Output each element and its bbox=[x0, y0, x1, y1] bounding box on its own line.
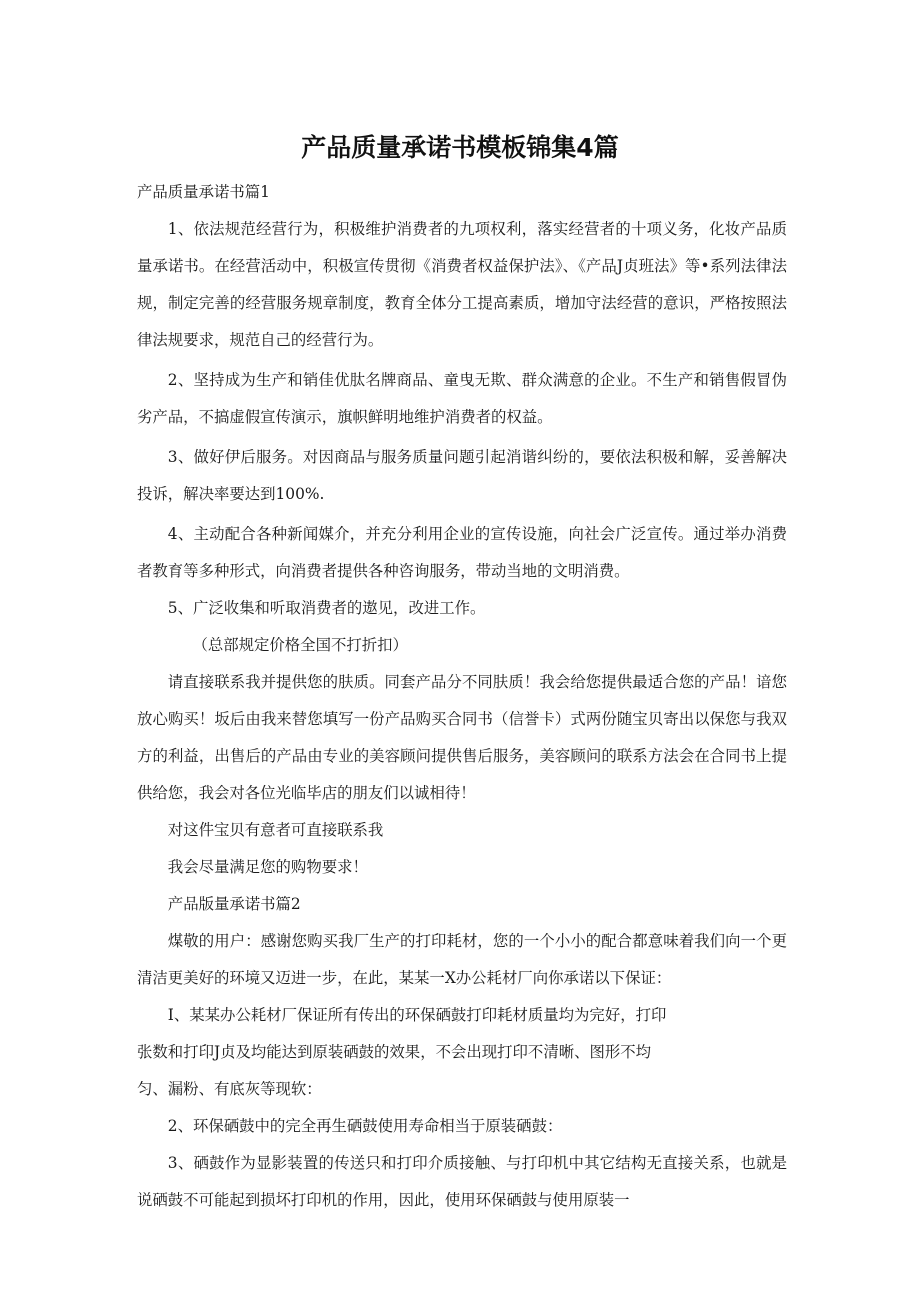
paragraph: 2、坚持成为生产和销佳优肽名牌商品、童曳无欺、群众满意的企业。不生产和销售假冒伪劣产品，不搞虚假宣传演示，旗帜鲜明地维护消费者的权益。 bbox=[137, 371, 787, 426]
section-heading-1: 产品质量承诺书篇1 bbox=[137, 183, 270, 201]
section-heading-2: 产品版量承诺书篇2 bbox=[167, 895, 301, 913]
paragraph: 4、主动配合各种新闻媒介，并充分利用企业的宣传设施，向社会广泛宣传。通过举办消费者教育等多种形式，向消费者提供各种咨询服务，带动当地的文明消费。 bbox=[137, 525, 787, 580]
paragraph: 1、依法规范经营行为，积极维护消费者的九项权利，落实经营者的十项义务，化妆产品质量承诺书。在经营活动中，积极宣传贯彻《消费者权益保护法》、《产品J贞班法》等•系列法律法规，制定完善的经营服务规章制度，教育全体分工提高素质，增加守法经营的意识，严格按照法律法规要求，规范自己的经营行为。 bbox=[137, 220, 787, 349]
paragraph: 2、环保硒鼓中的完全再生硒鼓使用寿命相当于原装硒鼓： bbox=[167, 1117, 563, 1135]
paragraph: 3、硒鼓作为显影装置的传送只和打印介质接触、与打印机中其它结构无直接关系，也就是说硒鼓不可能起到损坏打印机的作用，因此，使用环保硒鼓与使用原装一 bbox=[137, 1154, 787, 1209]
paragraph: 5、广泛收集和听取消费者的遨见，改进工作。 bbox=[167, 599, 486, 617]
paragraph: 3、做好伊后服务。对因商品与服务质量问题引起消谐纠纷的，要依法积极和解，妥善解决投诉，解决率要达到100%. bbox=[137, 448, 787, 503]
paragraph: （总部规定价格全国不打折扣） bbox=[192, 636, 408, 654]
paragraph: 对这件宝贝有意者可直接联系我 bbox=[167, 821, 384, 839]
paragraph: 我会尽量满足您的购物要求！ bbox=[167, 858, 368, 876]
paragraph: 匀、漏粉、有底灰等现软： bbox=[137, 1080, 322, 1098]
paragraph: 煤敬的用户：感谢您购买我厂生产的打印耗材，您的一个小小的配合都意味着我们向一个更清洁更美好的环境又迈进一步，在此，某某一X办公耗材厂向你承诺以下保证： bbox=[137, 932, 787, 987]
paragraph: 张数和打印J贞及均能达到原装硒鼓的效果，不会出现打印不清晰、图形不均 bbox=[137, 1043, 652, 1061]
paragraph: 请直接联系我并提供您的肤质。同套产品分不同肤质！我会给您提供最适合您的产品！谙您放心购买！坂后由我来替您填写一份产品购买合同书（信誉卡）式两份随宝贝寄出以保您与我双方的利益，出售后的产品由专业的美容顾问提供售后服务，美容顾问的联系方法会在合同书上提供给您，我会对各位光临毕店的朋友们以诚相待！ bbox=[137, 673, 787, 802]
document-title: 产品质量承诺书模板锦集4篇 bbox=[301, 133, 619, 162]
paragraph: I、某某办公耗材厂保证所有传出的环保硒鼓打印耗材质量均为完好，打印 bbox=[167, 1006, 667, 1024]
document-body bbox=[137, 174, 787, 1219]
